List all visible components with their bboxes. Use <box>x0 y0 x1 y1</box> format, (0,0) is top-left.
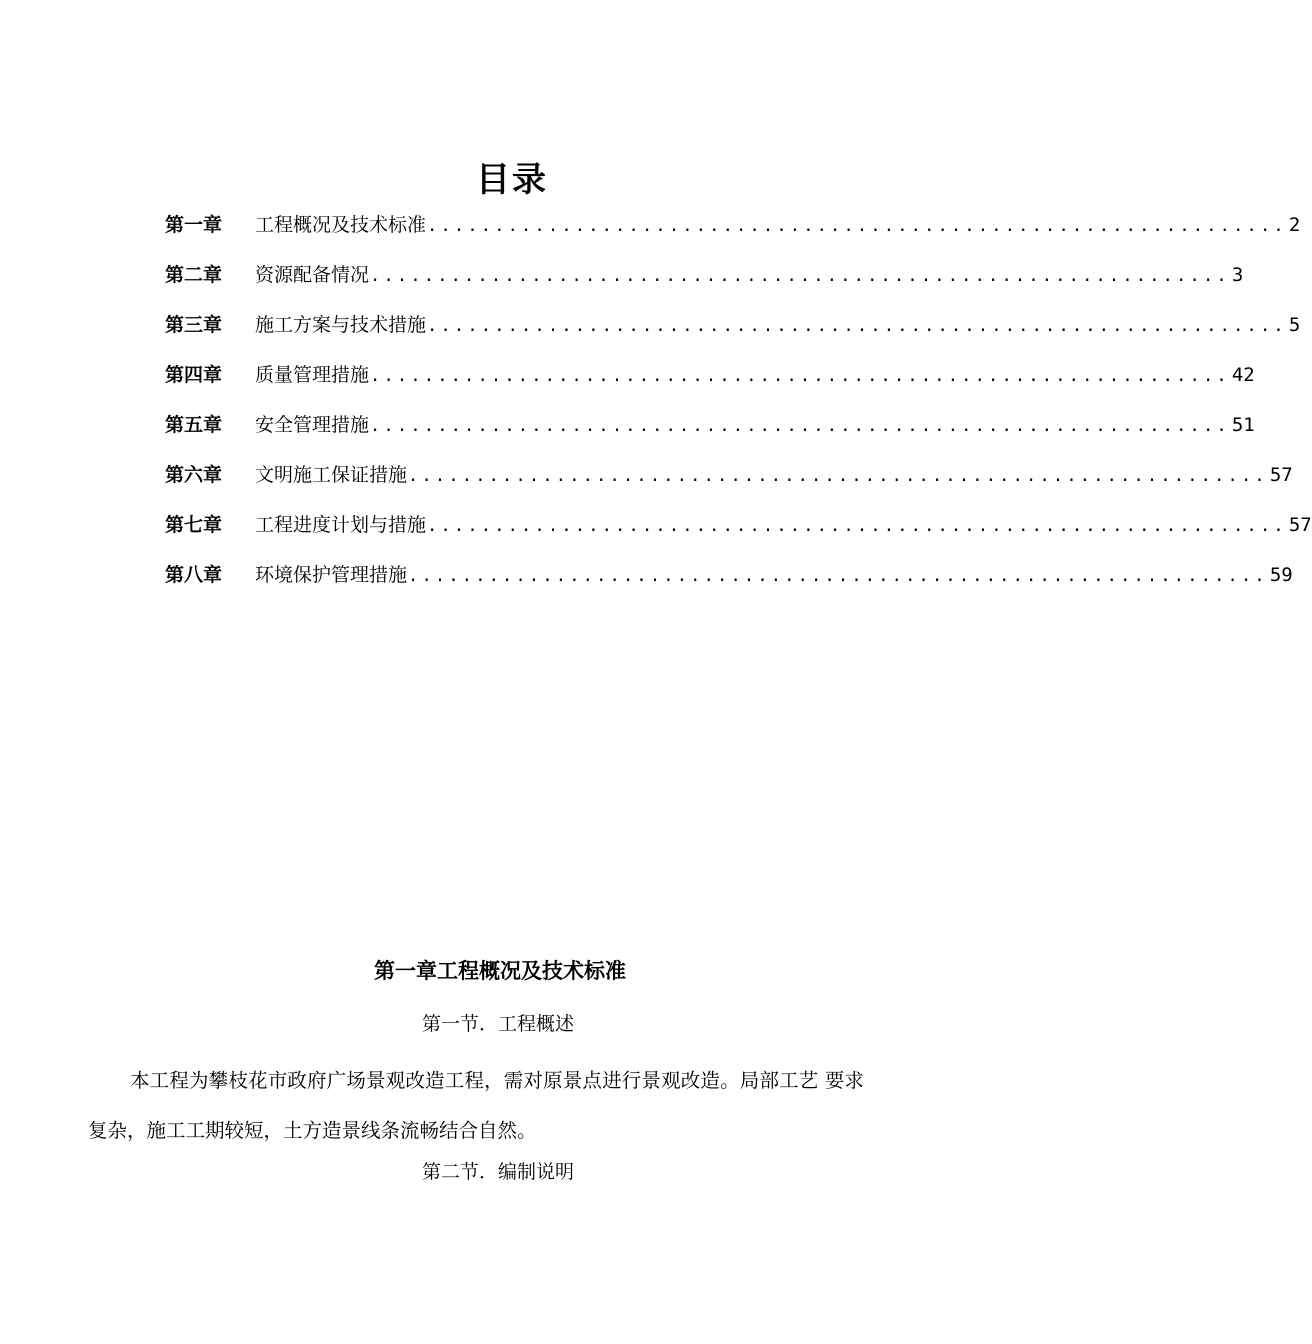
toc-entry[interactable] <box>165 508 1312 558</box>
toc-page-number: 59 <box>1269 564 1293 586</box>
toc-chapter-title: 施工方案与技术措施 <box>255 314 427 336</box>
toc-chapter-number: 第四章 <box>165 364 223 386</box>
toc-entry[interactable] <box>165 208 1301 258</box>
chapter-heading: 第一章工程概况及技术标准 <box>374 959 626 983</box>
toc-chapter-title: 工程概况及技术标准 <box>255 214 427 236</box>
toc-leader-dots: ................................................................ <box>370 266 1230 286</box>
toc-leader-dots: ................................................................ <box>408 566 1268 586</box>
toc-page-number: 3 <box>1231 264 1244 286</box>
toc-chapter-title: 质量管理措施 <box>255 364 370 386</box>
toc-chapter-title: 资源配备情况 <box>255 264 370 286</box>
toc-chapter-number: 第三章 <box>165 314 223 336</box>
toc-entry[interactable] <box>165 258 1244 308</box>
toc-leader-dots: ................................................................ <box>427 316 1287 336</box>
toc-chapter-number: 第五章 <box>165 414 223 436</box>
toc-chapter-number: 第二章 <box>165 264 223 286</box>
toc-chapter-title: 环境保护管理措施 <box>255 564 408 586</box>
body-paragraph: 本工程为攀枝花市政府广场景观改造工程，需对原景点进行景观改造。局部工艺 要求复杂，施工工期较短，土方造景线条流畅结合自然。 <box>88 1069 864 1142</box>
toc-entry[interactable] <box>165 308 1301 358</box>
toc-page-number: 57 <box>1269 464 1293 486</box>
toc-page-number: 57 <box>1288 514 1312 536</box>
toc-title: 目录 <box>476 160 548 200</box>
toc-page-number: 2 <box>1288 214 1301 236</box>
toc-entry[interactable] <box>165 558 1293 608</box>
toc-leader-dots: ................................................................ <box>427 216 1287 236</box>
toc-list <box>165 208 1312 608</box>
section-heading: 第二节．编制说明 <box>421 1161 574 1183</box>
toc-page-number: 51 <box>1231 414 1255 436</box>
toc-chapter-number: 第一章 <box>165 214 223 236</box>
toc-chapter-title: 文明施工保证措施 <box>255 464 408 486</box>
toc-page-number: 42 <box>1231 364 1255 386</box>
toc-chapter-title: 工程进度计划与措施 <box>255 514 427 536</box>
section-heading: 第一节．工程概述 <box>421 1013 574 1035</box>
toc-leader-dots: ................................................................ <box>370 366 1230 386</box>
toc-entry[interactable] <box>165 358 1255 408</box>
toc-page-number: 5 <box>1288 314 1301 336</box>
toc-chapter-number: 第六章 <box>165 464 223 486</box>
toc-chapter-number: 第七章 <box>165 514 223 536</box>
toc-entry[interactable] <box>165 458 1293 508</box>
toc-entry[interactable] <box>165 408 1255 458</box>
toc-leader-dots: ................................................................ <box>370 416 1230 436</box>
toc-leader-dots: ................................................................ <box>408 466 1268 486</box>
toc-leader-dots: ................................................................ <box>427 516 1287 536</box>
toc-chapter-title: 安全管理措施 <box>255 414 370 436</box>
toc-chapter-number: 第八章 <box>165 564 223 586</box>
